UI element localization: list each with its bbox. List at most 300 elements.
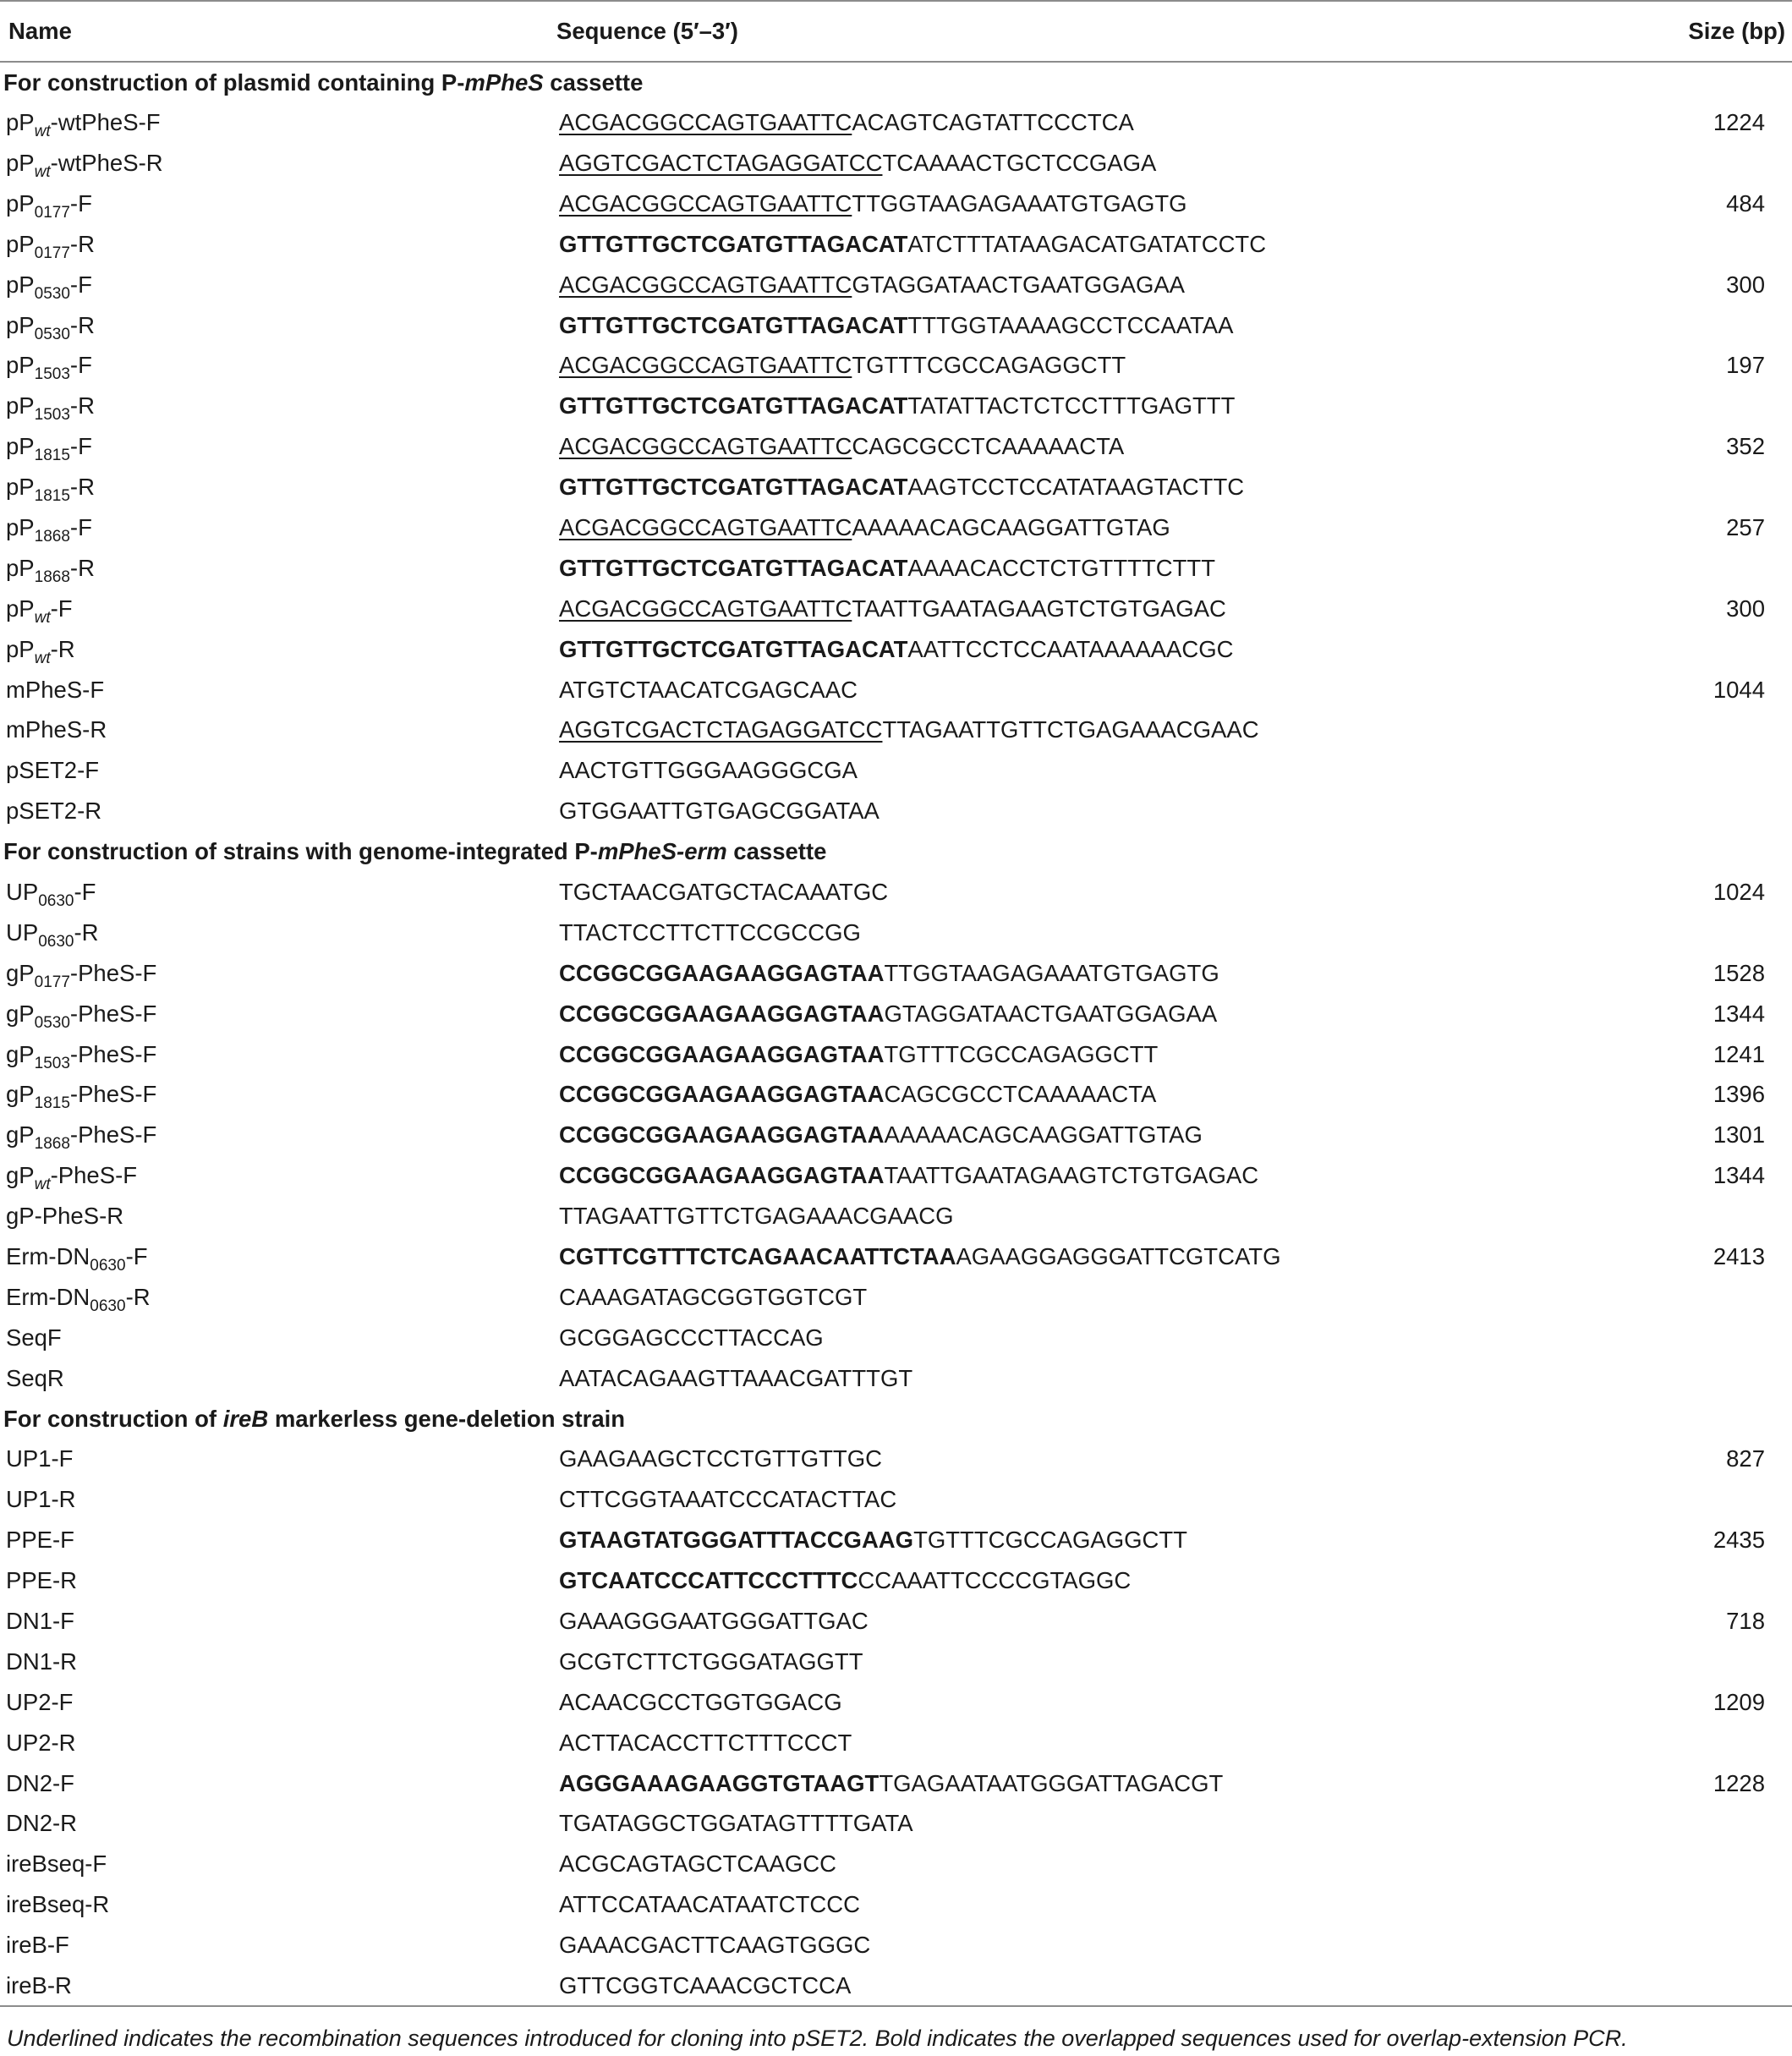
- sequence-body: TTGGTAAGAGAAATGTGAGTG: [884, 959, 1219, 986]
- primer-name: [0, 1966, 556, 2006]
- header-sequence: Sequence (5′–3′): [556, 1, 1623, 62]
- primer-sequence: [556, 1074, 1623, 1115]
- product-size: 1228: [1713, 1769, 1765, 1796]
- product-size: 257: [1726, 513, 1765, 540]
- product-size: [1623, 467, 1792, 507]
- sequence-body: GCGGAGCCCTTACCAG: [559, 1324, 824, 1351]
- overlap-sequence: CCGGCGGAAGAAGGAGTAA: [559, 1162, 885, 1189]
- primer-name-part: -F: [69, 352, 92, 379]
- section-title-part: For construction of: [3, 1405, 223, 1432]
- primer-row: [0, 1236, 1792, 1277]
- primer-name-part: gP: [6, 1162, 35, 1189]
- primer-sequence: [556, 1763, 1623, 1803]
- primer-name-part: pP: [6, 635, 35, 662]
- primer-name-part: DN2-F: [6, 1769, 74, 1796]
- section-title-part: mPheS-erm: [597, 838, 727, 865]
- primer-row: [0, 1925, 1792, 1966]
- product-size: [1623, 224, 1792, 265]
- primer-name-part: -F: [69, 189, 92, 217]
- primer-name-part: gP: [6, 1040, 35, 1067]
- primer-row: [0, 1803, 1792, 1844]
- overlap-sequence: GTTGTTGCTCGATGTTAGACAT: [559, 474, 908, 501]
- primer-name: [0, 669, 556, 710]
- recombination-sequence: ACGACGGCCAGTGAATTC: [559, 352, 852, 379]
- primer-name: [0, 1642, 556, 1682]
- primer-name: [0, 872, 556, 913]
- primer-name-part: -wtPheS-R: [50, 149, 163, 176]
- section-header-row: [0, 831, 1792, 872]
- product-size: [1623, 1884, 1792, 1925]
- overlap-sequence: GTTGTTGCTCGATGTTAGACAT: [559, 392, 908, 419]
- primer-name-subscript: wt: [34, 162, 51, 181]
- primer-name-part: pP: [6, 554, 35, 581]
- primer-row: [0, 1318, 1792, 1358]
- sequence-body: TTAGAATTGTTCTGAGAAACGAACG: [559, 1203, 954, 1230]
- product-size: 827: [1726, 1445, 1765, 1472]
- primer-name-part: -PheS-F: [69, 959, 157, 986]
- product-size: [1623, 913, 1792, 953]
- product-size: [1623, 1966, 1792, 2006]
- primer-name: [0, 1884, 556, 1925]
- overlap-sequence: CGTTCGTTTCTCAGAACAATTCTAA: [559, 1243, 956, 1270]
- primer-name-part: -wtPheS-F: [50, 109, 161, 136]
- primer-name-part: -R: [50, 635, 75, 662]
- sequence-body: CCAAATTCCCCGTAGGC: [858, 1567, 1132, 1594]
- primer-row: [0, 224, 1792, 265]
- primer-name-subscript: 0630: [90, 1257, 126, 1275]
- sequence-body: AAAAACAGCAAGGATTGTAG: [884, 1121, 1203, 1149]
- primer-row: [0, 1033, 1792, 1074]
- product-size: [1623, 791, 1792, 831]
- primer-row: [0, 184, 1792, 224]
- primer-name: [0, 184, 556, 224]
- product-size: [1623, 750, 1792, 791]
- primer-name: [0, 913, 556, 953]
- primer-name-subscript: 1815: [34, 1094, 70, 1113]
- primer-name-subscript: 0530: [34, 284, 70, 303]
- sequence-body: TCAAAACTGCTCCGAGA: [882, 149, 1157, 176]
- sequence-body: GAAAGGGAATGGGATTGAC: [559, 1608, 869, 1635]
- overlap-sequence: CCGGCGGAAGAAGGAGTAA: [559, 1121, 885, 1149]
- primer-name: [0, 1439, 556, 1479]
- primer-row: [0, 386, 1792, 426]
- section-title: [0, 1398, 1792, 1439]
- section-title: [0, 831, 1792, 872]
- primer-sequence: [556, 1439, 1623, 1479]
- sequence-body: AACTGTTGGGAAGGGCGA: [559, 757, 858, 784]
- sequence-body: TGTTTCGCCAGAGGCTT: [852, 352, 1126, 379]
- sequence-body: TATATTACTCTCCTTTGAGTTT: [907, 392, 1236, 419]
- product-size: 1024: [1713, 879, 1765, 905]
- product-size: [1623, 1642, 1792, 1682]
- primer-name: [0, 750, 556, 791]
- primer-row: [0, 872, 1792, 913]
- primer-sequence: [556, 872, 1623, 913]
- primer-row: [0, 1966, 1792, 2006]
- primer-name-part: -PheS-F: [69, 1040, 157, 1067]
- primer-name-part: -PheS-F: [69, 1081, 157, 1108]
- primer-name-part: pP: [6, 595, 35, 622]
- primer-name-part: pP: [6, 392, 35, 419]
- sequence-body: ACAGTCAGTATTCCCTCA: [852, 109, 1134, 136]
- primer-sequence: [556, 953, 1623, 994]
- table-header: [0, 1, 1792, 62]
- primer-name-part: pP: [6, 311, 35, 338]
- primer-name: [0, 143, 556, 184]
- table-body: [0, 62, 1792, 2006]
- primer-name: [0, 548, 556, 589]
- primer-sequence: [556, 589, 1623, 629]
- sequence-body: ACAACGCCTGGTGGACG: [559, 1688, 842, 1715]
- primer-sequence: [556, 1642, 1623, 1682]
- primer-name: [0, 1115, 556, 1155]
- primer-row: [0, 143, 1792, 184]
- header-row: [0, 1, 1792, 62]
- overlap-sequence: CCGGCGGAAGAAGGAGTAA: [559, 959, 885, 986]
- section-title-part: cassette: [726, 838, 827, 865]
- primer-name-subscript: 1503: [34, 365, 70, 384]
- primer-sequence: [556, 1277, 1623, 1318]
- primer-row: [0, 1520, 1792, 1560]
- product-size: 1344: [1713, 1000, 1765, 1027]
- sequence-body: ATCTTTATAAGACATGATATCCTC: [907, 230, 1267, 257]
- primer-name-part: -F: [125, 1243, 148, 1270]
- primer-name-subscript: 0530: [34, 1013, 70, 1032]
- overlap-sequence: CCGGCGGAAGAAGGAGTAA: [559, 1040, 885, 1067]
- primer-name-subscript: wt: [34, 608, 51, 627]
- primer-row: [0, 993, 1792, 1033]
- recombination-sequence: AGGTCGACTCTAGAGGATCC: [559, 149, 883, 176]
- primer-row: [0, 507, 1792, 548]
- primer-row: [0, 1560, 1792, 1601]
- overlap-sequence: GTAAGTATGGGATTTACCGAAG: [559, 1527, 914, 1554]
- primer-row: [0, 1682, 1792, 1723]
- primer-name-part: -PheS-F: [50, 1162, 138, 1189]
- primer-name: [0, 589, 556, 629]
- primer-name-part: pSET2-F: [6, 757, 100, 784]
- primer-row: [0, 1115, 1792, 1155]
- product-size: 2413: [1713, 1243, 1765, 1270]
- sequence-body: TTGGTAAGAGAAATGTGAGTG: [852, 189, 1187, 217]
- product-size: 1344: [1713, 1162, 1765, 1189]
- section-title: [0, 62, 1792, 102]
- recombination-sequence: ACGACGGCCAGTGAATTC: [559, 595, 852, 622]
- primer-name-part: pP: [6, 513, 35, 540]
- primer-sequence: [556, 628, 1623, 669]
- primer-row: [0, 1601, 1792, 1642]
- primer-name: [0, 1277, 556, 1318]
- primer-name-part: Erm-DN: [6, 1243, 90, 1270]
- primer-name: [0, 1844, 556, 1884]
- primer-name-part: ireB-R: [6, 1971, 72, 1998]
- primer-name-part: gP: [6, 1121, 35, 1149]
- primer-row: [0, 1884, 1792, 1925]
- primer-name-part: DN1-R: [6, 1648, 78, 1675]
- product-size: 1241: [1713, 1040, 1765, 1067]
- primer-name-part: DN1-F: [6, 1608, 74, 1635]
- primer-name-part: pP: [6, 433, 35, 460]
- product-size: [1623, 1196, 1792, 1236]
- product-size: 1044: [1713, 676, 1765, 703]
- sequence-body: GCGTCTTCTGGGATAGGTT: [559, 1648, 863, 1675]
- product-size: 1224: [1713, 109, 1765, 136]
- primer-name-part: mPheS-F: [6, 676, 105, 703]
- product-size: 2435: [1713, 1527, 1765, 1554]
- product-size: 484: [1726, 189, 1765, 217]
- primer-name: [0, 1682, 556, 1723]
- sequence-body: TTACTCCTTCTTCCGCCGG: [559, 918, 861, 946]
- primer-name-part: ireB-F: [6, 1932, 69, 1959]
- overlap-sequence: GTTGTTGCTCGATGTTAGACAT: [559, 311, 908, 338]
- primer-name-subscript: 1503: [34, 406, 70, 425]
- sequence-body: TGATAGGCTGGATAGTTTTGATA: [559, 1810, 913, 1837]
- primer-sequence: [556, 1723, 1623, 1763]
- primer-sequence: [556, 304, 1623, 345]
- primer-sequence: [556, 224, 1623, 265]
- primer-name-part: -PheS-F: [69, 1121, 157, 1149]
- primer-sequence: [556, 1033, 1623, 1074]
- primer-row: [0, 1439, 1792, 1479]
- primer-name: [0, 1560, 556, 1601]
- primer-name-part: -F: [69, 513, 92, 540]
- product-size: 1528: [1713, 959, 1765, 986]
- primer-sequence: [556, 1358, 1623, 1399]
- primer-name-part: gP-PheS-R: [6, 1203, 124, 1230]
- recombination-sequence: AGGTCGACTCTAGAGGATCC: [559, 716, 883, 743]
- section-header-row: [0, 62, 1792, 102]
- section-title-part: For construction of strains with genome-integrated P-: [3, 838, 598, 865]
- primer-name: [0, 953, 556, 994]
- primer-name-part: pSET2-R: [6, 798, 102, 825]
- sequence-body: CTTCGGTAAATCCCATACTTAC: [559, 1486, 897, 1513]
- primer-name: [0, 1155, 556, 1196]
- primer-name: [0, 102, 556, 143]
- primer-name-part: -F: [69, 433, 92, 460]
- sequence-body: GAAACGACTTCAAGTGGGC: [559, 1932, 871, 1959]
- primer-sequence: [556, 1520, 1623, 1560]
- primer-name: [0, 1723, 556, 1763]
- product-size: [1623, 1925, 1792, 1966]
- product-size: 352: [1726, 433, 1765, 460]
- header-name: Name: [0, 1, 556, 62]
- primer-name: [0, 1803, 556, 1844]
- overlap-sequence: CCGGCGGAAGAAGGAGTAA: [559, 1081, 885, 1108]
- primer-row: [0, 1723, 1792, 1763]
- primer-sequence: [556, 1115, 1623, 1155]
- primer-name-subscript: 0530: [34, 325, 70, 343]
- primer-row: [0, 589, 1792, 629]
- sequence-body: AAAACACCTCTGTTTTCTTT: [907, 554, 1216, 581]
- primer-name-subscript: 1815: [34, 447, 70, 465]
- primer-name: [0, 1601, 556, 1642]
- primer-name-part: -F: [69, 271, 92, 298]
- primer-sequence: [556, 1601, 1623, 1642]
- primer-row: [0, 467, 1792, 507]
- sequence-body: TAATTGAATAGAAGTCTGTGAGAC: [884, 1162, 1259, 1189]
- primer-name-subscript: 1868: [34, 1135, 70, 1154]
- primer-row: [0, 1196, 1792, 1236]
- primer-name: [0, 345, 556, 386]
- primer-row: [0, 913, 1792, 953]
- primer-sequence: [556, 426, 1623, 467]
- recombination-sequence: ACGACGGCCAGTGAATTC: [559, 433, 852, 460]
- primer-name-part: pP: [6, 271, 35, 298]
- primer-name: [0, 264, 556, 304]
- primer-sequence: [556, 1682, 1623, 1723]
- sequence-body: AATTCCTCCAATAAAAAACGC: [907, 635, 1234, 662]
- primer-sequence: [556, 710, 1623, 750]
- primer-name: [0, 1520, 556, 1560]
- primer-name-part: -R: [69, 474, 95, 501]
- primer-name: [0, 1074, 556, 1115]
- primer-row: [0, 1763, 1792, 1803]
- primer-row: [0, 1277, 1792, 1318]
- primer-name-part: -R: [69, 311, 95, 338]
- sequence-body: ACTTACACCTTCTTTCCCT: [559, 1729, 852, 1756]
- primer-name-part: -R: [69, 392, 95, 419]
- primer-sequence: [556, 264, 1623, 304]
- sequence-body: ATGTCTAACATCGAGCAAC: [559, 676, 858, 703]
- sequence-body: GTAGGATAACTGAATGGAGAA: [884, 1000, 1218, 1027]
- primer-name: [0, 426, 556, 467]
- primer-sequence: [556, 184, 1623, 224]
- table-footnote: Underlined indicates the recombination sequences introduced for cloning into pSET2. Bold indicates the overlapped sequences used for overlap-extension PCR.: [7, 2026, 1628, 2051]
- product-size: [1623, 1479, 1792, 1520]
- sequence-body: TTAGAATTGTTCTGAGAAACGAAC: [882, 716, 1259, 743]
- primer-name-subscript: 0177: [34, 203, 70, 222]
- sequence-body: TGAGAATAATGGGATTAGACGT: [879, 1769, 1224, 1796]
- product-size: 718: [1726, 1608, 1765, 1635]
- primer-sequence: [556, 102, 1623, 143]
- primer-name-part: -R: [69, 554, 95, 581]
- primer-name-subscript: 0177: [34, 244, 70, 262]
- primer-name-part: ireBseq-R: [6, 1891, 110, 1918]
- primer-name-part: PPE-F: [6, 1527, 74, 1554]
- primer-name-subscript: wt: [34, 123, 51, 141]
- primer-name-part: -F: [74, 879, 96, 905]
- primer-name-part: -R: [125, 1283, 151, 1310]
- primer-name-part: SeqF: [6, 1324, 62, 1351]
- section-title-part: cassette: [543, 69, 644, 96]
- overlap-sequence: GTCAATCCCATTCCCTTTC: [559, 1567, 858, 1594]
- primer-name-subscript: 0630: [38, 932, 74, 951]
- primer-name-subscript: wt: [34, 649, 51, 667]
- primer-name-part: gP: [6, 1000, 35, 1027]
- primer-row: [0, 791, 1792, 831]
- primer-sequence: [556, 1318, 1623, 1358]
- product-size: [1623, 1560, 1792, 1601]
- primer-name: [0, 386, 556, 426]
- primer-name-part: -F: [50, 595, 73, 622]
- primer-name-part: PPE-R: [6, 1567, 78, 1594]
- sequence-body: TGCTAACGATGCTACAAATGC: [559, 879, 889, 905]
- primer-name-subscript: 0177: [34, 973, 70, 991]
- primer-name-part: pP: [6, 230, 35, 257]
- product-size: [1623, 1358, 1792, 1399]
- product-size: [1623, 1803, 1792, 1844]
- primer-name-subscript: 1503: [34, 1054, 70, 1072]
- sequence-body: CAAAGATAGCGGTGGTCGT: [559, 1283, 868, 1310]
- primer-name-part: UP1-R: [6, 1486, 76, 1513]
- product-size: [1623, 710, 1792, 750]
- primer-row: [0, 1358, 1792, 1399]
- primer-name-part: SeqR: [6, 1364, 64, 1391]
- primer-name-part: gP: [6, 959, 35, 986]
- primer-sequence: [556, 1844, 1623, 1884]
- primer-name: [0, 1358, 556, 1399]
- sequence-body: CAGCGCCTCAAAAACTA: [884, 1081, 1157, 1108]
- sequence-body: AAGTCCTCCATATAAGTACTTC: [907, 474, 1245, 501]
- primer-name-part: pP: [6, 189, 35, 217]
- overlap-sequence: AGGGAAAGAAGGTGTAAGT: [559, 1769, 880, 1796]
- product-size: [1623, 1844, 1792, 1884]
- primer-name: [0, 710, 556, 750]
- primer-name-part: -PheS-F: [69, 1000, 157, 1027]
- primer-name-subscript: 1868: [34, 567, 70, 586]
- primer-name-subscript: 1815: [34, 487, 70, 506]
- primer-row: [0, 1155, 1792, 1196]
- primer-name: [0, 791, 556, 831]
- primer-name: [0, 1196, 556, 1236]
- primer-name: [0, 993, 556, 1033]
- product-size: [1623, 1318, 1792, 1358]
- primer-row: [0, 1074, 1792, 1115]
- primer-sequence: [556, 993, 1623, 1033]
- product-size: [1623, 386, 1792, 426]
- primer-name-part: UP: [6, 879, 39, 905]
- primer-name-part: -R: [69, 230, 95, 257]
- primer-sequence: [556, 1966, 1623, 2006]
- section-header-row: [0, 1398, 1792, 1439]
- header-size: Size (bp): [1623, 1, 1792, 62]
- product-size: 300: [1726, 271, 1765, 298]
- section-title-part: ireB: [222, 1405, 269, 1432]
- product-size: 1209: [1713, 1688, 1765, 1715]
- sequence-body: AAAAACAGCAAGGATTGTAG: [852, 513, 1170, 540]
- primer-name-subscript: 1868: [34, 527, 70, 546]
- product-size: [1623, 548, 1792, 589]
- overlap-sequence: GTTGTTGCTCGATGTTAGACAT: [559, 554, 908, 581]
- sequence-body: GTTCGGTCAAACGCTCCA: [559, 1971, 852, 1998]
- sequence-body: GAAGAAGCTCCTGTTGTTGC: [559, 1445, 882, 1472]
- primer-name: [0, 467, 556, 507]
- primer-name-part: -R: [74, 918, 99, 946]
- primer-sequence: [556, 507, 1623, 548]
- primer-name: [0, 1925, 556, 1966]
- primer-sequence: [556, 143, 1623, 184]
- primer-name-part: mPheS-R: [6, 716, 107, 743]
- primer-sequence: [556, 386, 1623, 426]
- primer-row: [0, 628, 1792, 669]
- primer-row: [0, 1479, 1792, 1520]
- primer-name: [0, 1479, 556, 1520]
- primer-name-part: pP: [6, 149, 35, 176]
- recombination-sequence: ACGACGGCCAGTGAATTC: [559, 189, 852, 217]
- primer-sequence: [556, 669, 1623, 710]
- primer-name: [0, 1763, 556, 1803]
- product-size: 1301: [1713, 1121, 1765, 1149]
- product-size: [1623, 1723, 1792, 1763]
- recombination-sequence: ACGACGGCCAGTGAATTC: [559, 513, 852, 540]
- primer-row: [0, 1844, 1792, 1884]
- primer-sequence: [556, 791, 1623, 831]
- primer-name-part: pP: [6, 109, 35, 136]
- product-size: [1623, 628, 1792, 669]
- primer-name-part: pP: [6, 352, 35, 379]
- section-title-part: markerless gene-deletion strain: [268, 1405, 626, 1432]
- primer-row: [0, 669, 1792, 710]
- primer-row: [0, 750, 1792, 791]
